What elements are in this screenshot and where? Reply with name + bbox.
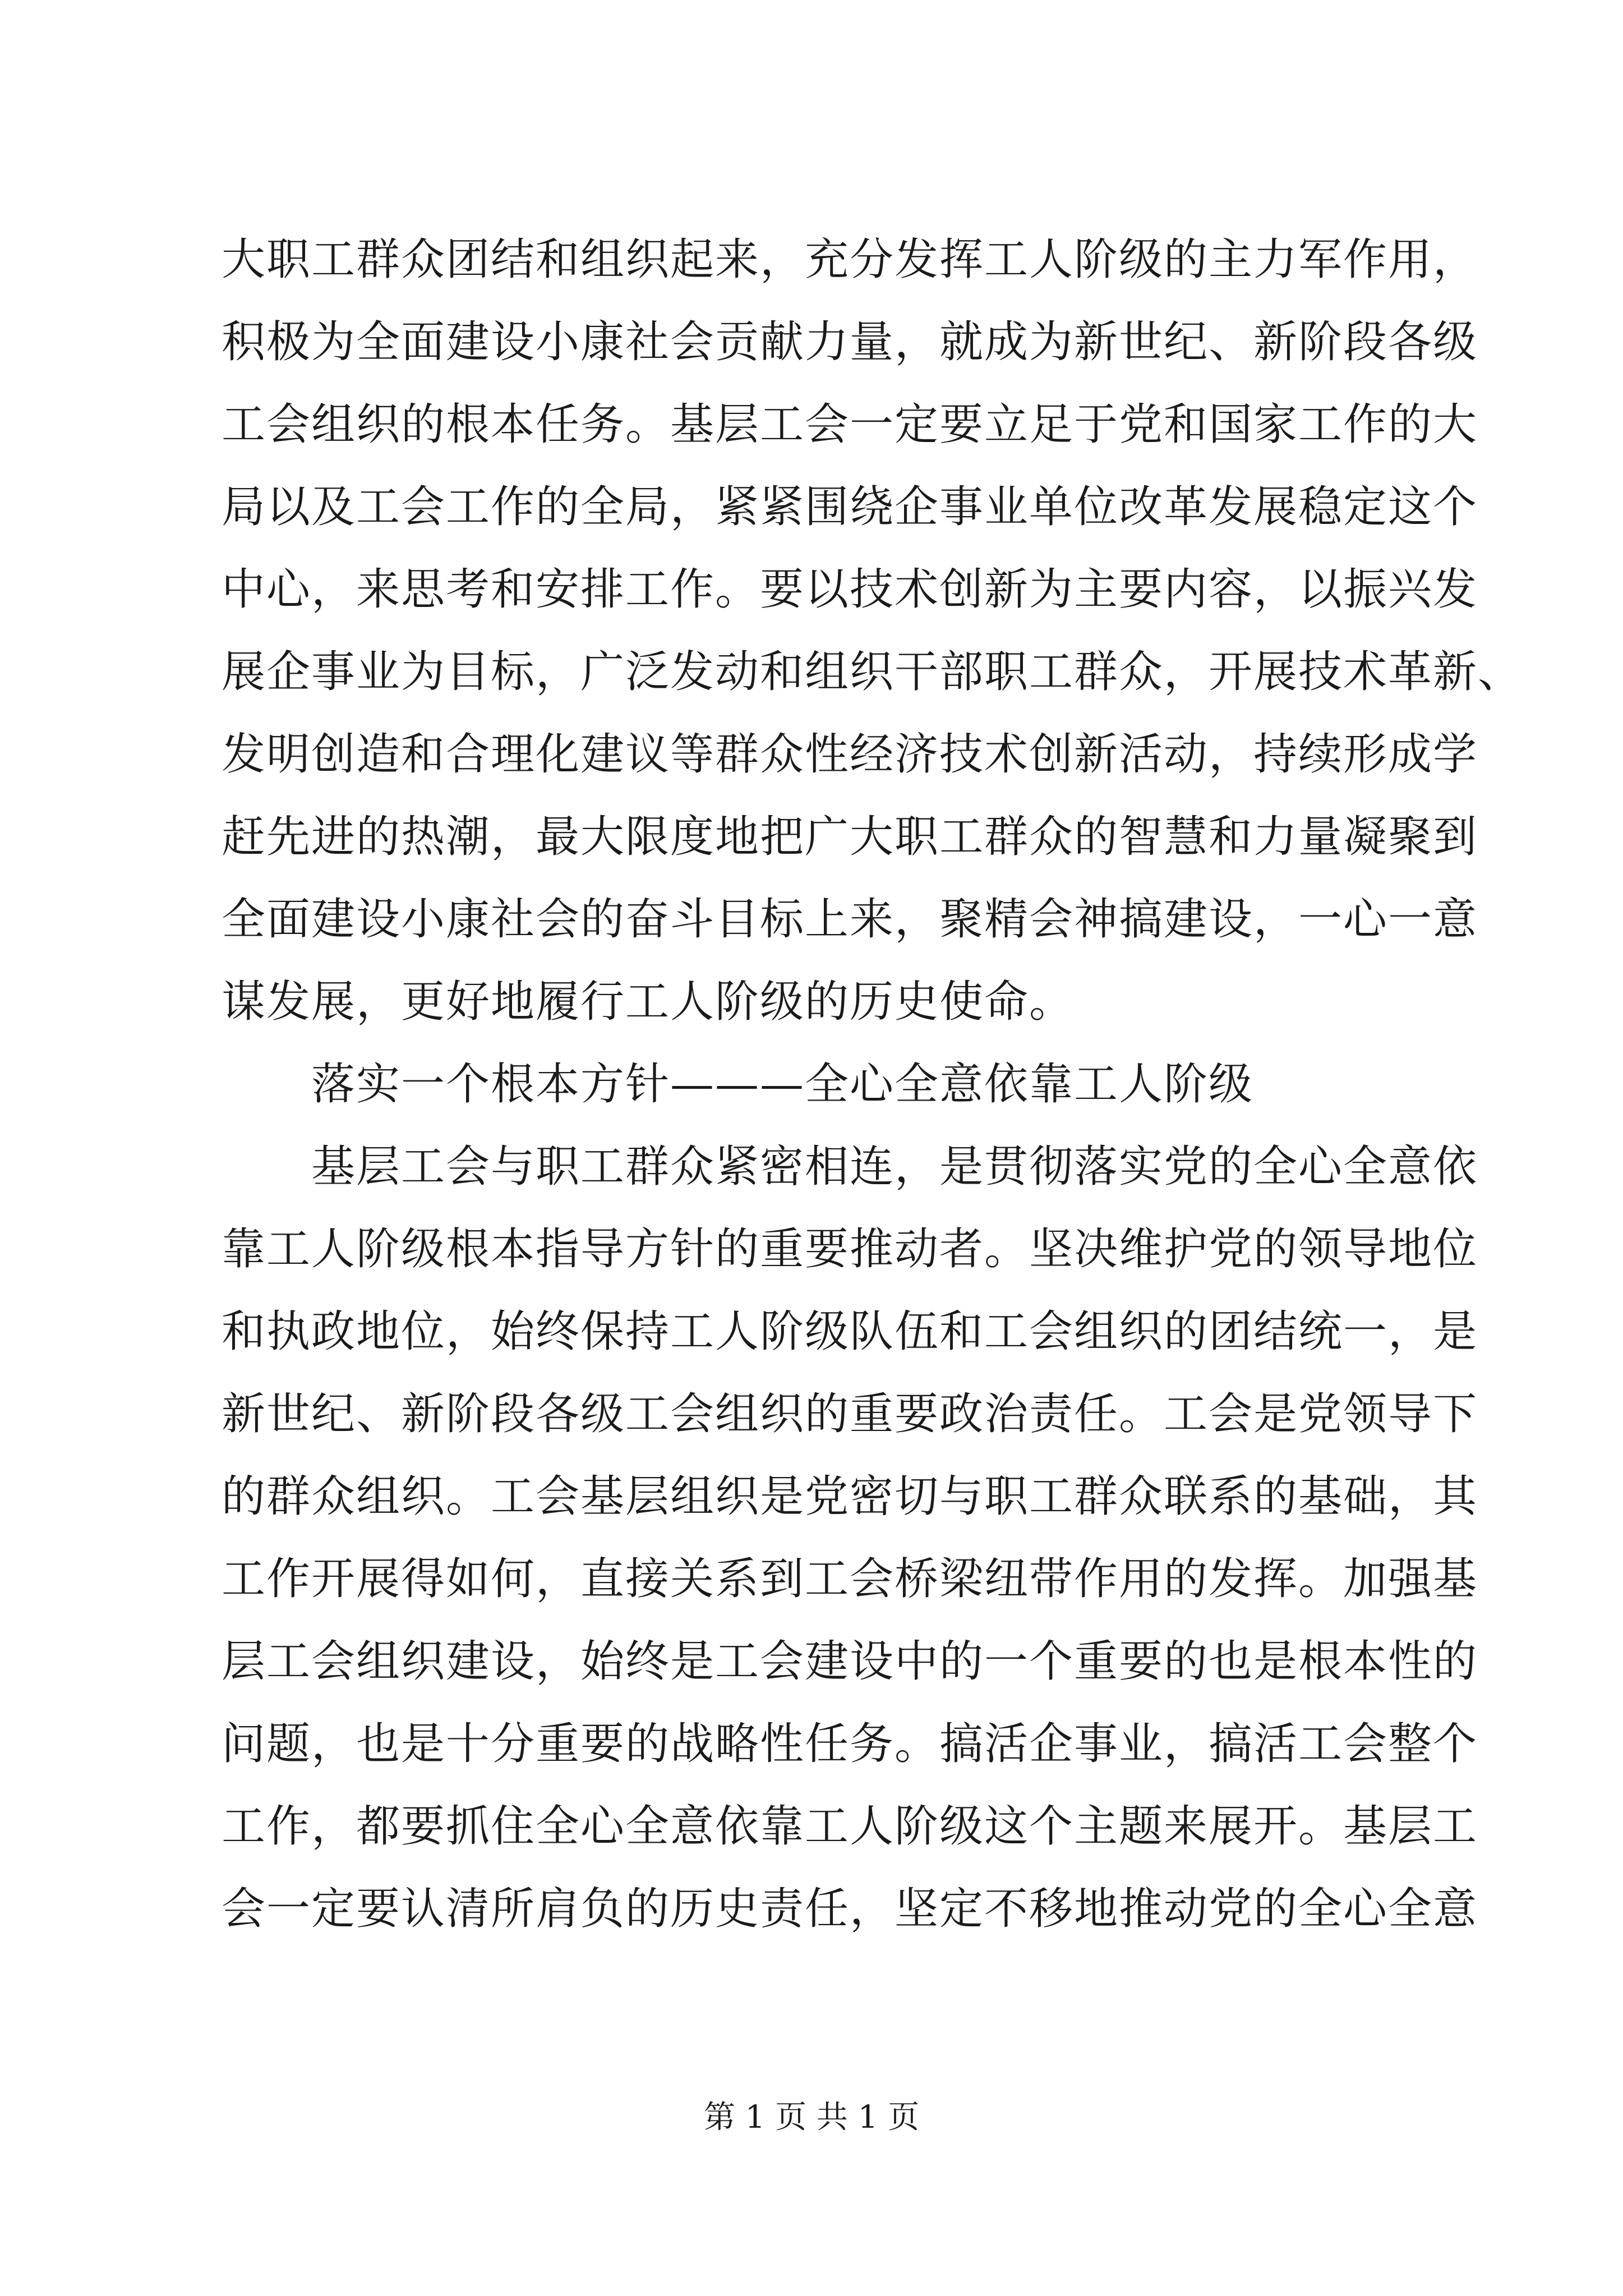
document-body [222, 219, 1523, 1950]
text-line: 和执政地位，始终保持工人阶级队伍和工会组织的团结统一，是 [222, 1306, 1478, 1357]
page-number-label: 第 1 页 共 1 页 [703, 2099, 920, 2136]
text-line: 层工会组织建设，始终是工会建设中的一个重要的也是根本性的 [222, 1636, 1478, 1687]
text-line: 新世纪、新阶段各级工会组织的重要政治责任。工会是党领导下 [222, 1389, 1478, 1439]
section-heading: 落实一个根本方针———全心全意依靠工人阶级 [311, 1059, 1254, 1110]
text-line: 基层工会与职工群众紧密相连，是贯彻落实党的全心全意依 [311, 1142, 1478, 1192]
page-footer [0, 2095, 1623, 2140]
text-line: 工会组织的根本任务。基层工会一定要立足于党和国家工作的大 [222, 399, 1478, 450]
text-line: 工作，都要抓住全心全意依靠工人阶级这个主题来展开。基层工 [222, 1801, 1478, 1852]
text-line: 大职工群众团结和组织起来，充分发挥工人阶级的主力军作用， [222, 234, 1478, 285]
text-line: 积极为全面建设小康社会贡献力量，就成为新世纪、新阶段各级 [222, 317, 1478, 367]
text-line: 全面建设小康社会的奋斗目标上来，聚精会神搞建设，一心一意 [222, 894, 1478, 945]
text-line: 发明创造和合理化建议等群众性经济技术创新活动，持续形成学 [222, 729, 1478, 780]
text-line: 工作开展得如何，直接关系到工会桥梁纽带作用的发挥。加强基 [222, 1554, 1478, 1604]
text-line: 靠工人阶级根本指导方针的重要推动者。坚决维护党的领导地位 [222, 1224, 1478, 1274]
text-line: 问题，也是十分重要的战略性任务。搞活企事业，搞活工会整个 [222, 1719, 1478, 1769]
text-line: 局以及工会工作的全局，紧紧围绕企事业单位改革发展稳定这个 [222, 482, 1478, 532]
text-line: 的群众组织。工会基层组织是党密切与职工群众联系的基础，其 [222, 1471, 1478, 1522]
text-line: 谋发展，更好地履行工人阶级的历史使命。 [222, 977, 1075, 1027]
text-line: 中心，来思考和安排工作。要以技术创新为主要内容，以振兴发 [222, 564, 1478, 615]
text-line: 赶先进的热潮，最大限度地把广大职工群众的智慧和力量凝聚到 [222, 812, 1478, 862]
text-line: 会一定要认清所肩负的历史责任，坚定不移地推动党的全心全意 [222, 1884, 1478, 1934]
text-line: 展企事业为目标，广泛发动和组织干部职工群众，开展技术革新、 [222, 647, 1523, 697]
